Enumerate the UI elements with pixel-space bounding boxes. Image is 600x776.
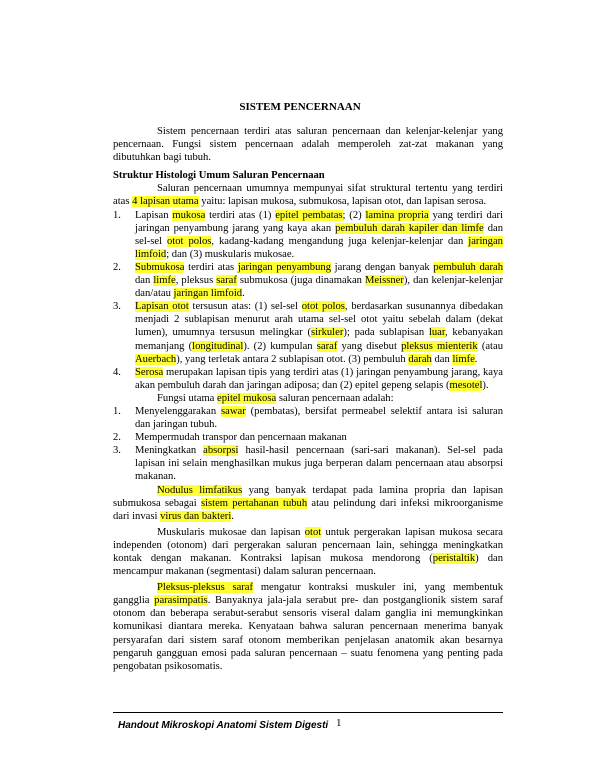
document-body (113, 125, 503, 673)
highlighted-term: otot polos (167, 235, 212, 247)
text-run: ), dan kelenjar-kelenjar dan/atau (135, 275, 503, 300)
text-run: Menyelenggarakan (135, 405, 222, 417)
list-item (113, 209, 503, 261)
highlighted-term: absorpsi (203, 445, 239, 457)
highlighted-term: saraf (216, 275, 237, 287)
paragraph-muskularis (113, 526, 503, 578)
highlighted-term: lamina propria (365, 209, 429, 221)
list-item (113, 261, 503, 300)
highlighted-term: epitel pembatas (275, 209, 343, 221)
text-run: mengatur kontraksi muskuler ini, yang membentuk gangglia (113, 582, 503, 607)
highlighted-term: longitudinal (192, 340, 244, 352)
highlighted-term: sirkuler (310, 327, 344, 339)
text-run: atau pelindung dari infeksi mikroorganisme dari invasi (113, 497, 503, 522)
highlighted-term: pembuluh darah (433, 261, 503, 273)
text-run: Saluran pencernaan umumnya mempunyai sifat struktural tertentu yang terdiri atas (113, 183, 503, 208)
text-run: ), yang terletak antara 2 sublapisan otot. (3) pembuluh (176, 353, 409, 365)
highlighted-term: sawar (221, 405, 246, 417)
highlighted-term: peristaltik (432, 553, 476, 564)
text-run: tersusun atas: (1) sel-sel (188, 301, 302, 313)
highlighted-term: darah (408, 353, 432, 365)
highlighted-term: otot polos (301, 301, 345, 313)
text-run: (pembatas), bersifat permeabel selektif antara isi saluran dan jaringan tubuh. (135, 405, 503, 431)
text-run: . (242, 288, 245, 300)
highlighted-term: Serosa (135, 366, 164, 378)
text-run: yang disebut (337, 340, 402, 352)
text-run: , kadang-kadang mengandung juga kelenjar-kelenjar dan (211, 235, 469, 247)
highlighted-term: pleksus mienterik (401, 340, 478, 352)
text-run: dan (431, 353, 453, 365)
page-number: 1 (336, 717, 342, 729)
highlighted-term: Lapisan otot (135, 301, 189, 313)
text-run: , pleksus (175, 275, 217, 287)
text-run: jarang dengan banyak (331, 261, 434, 273)
list-item (113, 444, 503, 483)
highlighted-term: pembuluh darah kapiler dan limfe (335, 222, 484, 234)
text-run: . (231, 510, 234, 522)
text-run: ; (2) (342, 209, 366, 221)
text-run: ). (2) kumpulan (243, 340, 317, 352)
text-run: untuk pergerakan lapisan mukosa secara independen (otonom) dari pergerakan saluran pencernaan lain, sehingga meningkatkan kontak dengan makanan. Kontraksi lapisan mukosa mendorong ( (113, 526, 503, 564)
text-run: Fungsi utama (157, 392, 218, 404)
highlighted-term: limfe (153, 275, 176, 287)
text-run: yaitu: lapisan mukosa, submukosa, lapisan otot, dan lapisan serosa. (198, 196, 487, 208)
page-title: SISTEM PENCERNAAN (239, 101, 361, 113)
layers-list (113, 209, 503, 392)
text-run: Mempermudah transpor dan pencernaan makanan (135, 432, 347, 444)
list-number: 2. (113, 261, 121, 273)
highlighted-term: 4 lapisan utama (132, 196, 199, 208)
text-run: dan sel-sel (135, 222, 503, 247)
highlighted-term: jaringan limfoid (135, 235, 503, 260)
text-run: , berdasarkan susunannya dibedakan menjadi 2 sublapisan menurut arah utama sel-sel otot yaitu sebelah dalam (dekat lumen), umumnya tersusun melingkar ( (135, 301, 503, 339)
text-run: yang terdiri dari jaringan penyambung jarang yang kaya akan (135, 209, 503, 234)
footer-divider (113, 712, 503, 713)
highlighted-term: Auerbach (135, 353, 177, 365)
highlighted-term: mukosa (172, 209, 206, 221)
text-run: saluran pencernaan adalah: (276, 392, 394, 404)
text-run: merupakan lapisan tipis yang terdiri atas (1) jaringan penyambung jarang, kaya akan pembuluh darah dan jaringan adiposa; dan (2) epitel gepeng selapis ( (135, 366, 503, 391)
list-number: 1. (113, 405, 121, 417)
paragraph-layers-intro (113, 182, 503, 208)
text-run: Muskularis mukosae dan lapisan (157, 526, 305, 538)
text-run: (atau (477, 340, 503, 352)
intro-paragraph: Sistem pencernaan terdiri atas saluran pencernaan dan kelenjar-kelenjar yang pencernaan. Fungsi sistem pencernaan adalah memperoleh zat-zat makanan yang dibutuhkan bagi tubuh. (113, 126, 503, 164)
paragraph-pleksus (113, 581, 503, 673)
text-run: terdiri atas (1) (205, 209, 276, 221)
highlighted-term: parasimpatis (154, 595, 208, 607)
list-item (113, 366, 503, 392)
paragraph-nodulus (113, 484, 503, 523)
highlighted-term: limfe (452, 353, 475, 365)
list-number: 2. (113, 432, 121, 444)
highlighted-term: Submukosa (135, 261, 185, 273)
highlighted-term: epitel mukosa (217, 392, 277, 404)
text-run: hasil-hasil pencernaan (sari-sari makanan). Sel-sel pada lapisan ini selain menghasilkan mukus juga berperan dalam pencernaan atau absorpsi makanan. (135, 445, 503, 483)
text-run: submukosa (juga dinamakan (236, 275, 366, 287)
highlighted-term: jaringan penyambung (237, 261, 331, 273)
highlighted-term: virus dan bakteri (160, 510, 232, 522)
functions-list (113, 405, 503, 484)
highlighted-term: Pleksus-pleksus saraf (157, 582, 254, 594)
highlighted-term: mesotel (449, 379, 483, 391)
text-run: Lapisan (135, 209, 173, 221)
text-run: Meningkatkan (135, 445, 204, 457)
list-item (113, 300, 503, 365)
highlighted-term: saraf (316, 340, 338, 352)
text-run: ); pada sublapisan (343, 327, 429, 339)
section-heading: Struktur Histologi Umum Saluran Pencernaan (113, 170, 325, 182)
text-run: dan (135, 275, 154, 287)
text-run: . Banyaknya jala-jala serabut pre- dan postganglionik sistem saraf otonom dan beberapa serabut-serabut sensoris viseral dalam ganglia ini memungkinkan komunikasi diantara mereka. Kenyataan bahwa saluran pencernaan menerima banyak persyarafan dari sistem saraf otonom memberikan penjelasan anatomik akan besarnya pengaruh gangguan emosi pada saluran pencernaan – suatu fenomena yang penting pada pengobatan psikosomatis. (113, 595, 503, 672)
highlighted-term: Meissner (365, 275, 404, 287)
list-number: 3. (113, 445, 121, 457)
text-run: ; dan (3) muskularis mukosae. (166, 248, 295, 260)
list-number: 4. (113, 366, 121, 378)
text-run: yang banyak terdapat pada lamina propria dan lapisan submukosa sebagai (113, 484, 503, 509)
text-run: ) dan mencampur makanan (segmentasi) dalam saluran pencernaan. (113, 553, 503, 578)
text-run: terdiri atas (184, 261, 238, 273)
text-run: ). (482, 379, 489, 391)
highlighted-term: luar (428, 327, 445, 339)
paragraph-functions-intro (113, 392, 503, 405)
list-number: 1. (113, 209, 121, 221)
highlighted-term: jaringan limfoid (173, 288, 243, 300)
list-item (113, 405, 503, 431)
highlighted-term: sistem pertahanan tubuh (200, 497, 308, 509)
highlighted-term: Nodulus limfatikus (157, 484, 243, 496)
list-item (113, 431, 503, 444)
text-run: , kebanyakan memanjang ( (135, 327, 504, 352)
text-run: . (474, 353, 478, 365)
highlighted-term: otot (304, 526, 322, 538)
footer-title: Handout Mikroskopi Anatomi Sistem Digesti (118, 720, 329, 731)
list-number: 3. (113, 301, 121, 313)
